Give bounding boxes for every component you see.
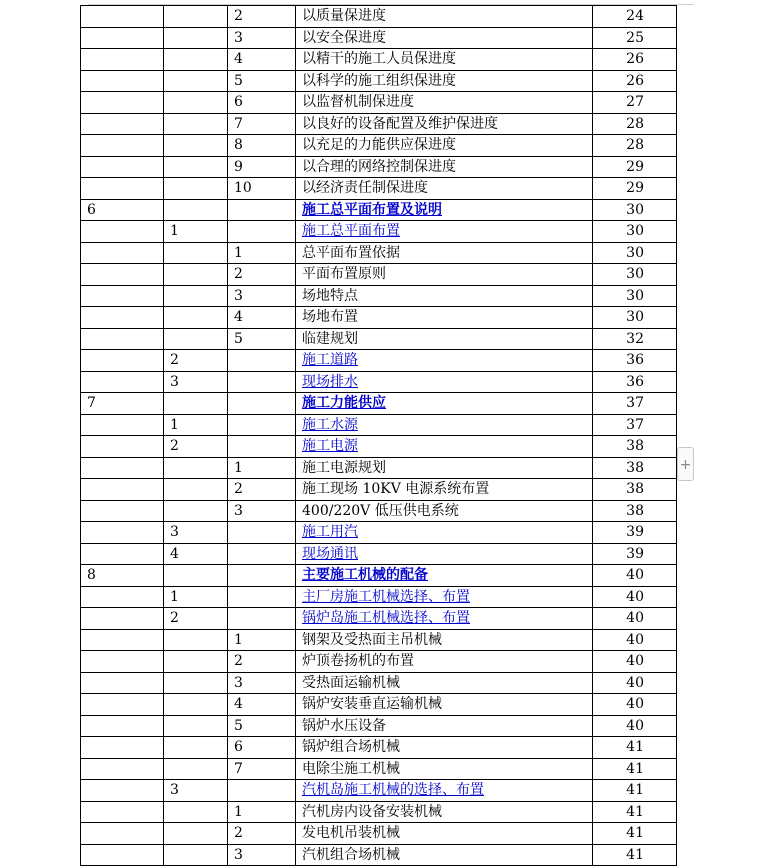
toc-level3-number: 6 [228, 92, 296, 114]
toc-level3-number: 2 [228, 651, 296, 673]
toc-page-number: 30 [593, 242, 677, 264]
toc-page-number: 40 [593, 672, 677, 694]
toc-page-number: 26 [593, 70, 677, 92]
toc-level1-number [81, 608, 164, 630]
toc-level3-number: 3 [228, 285, 296, 307]
toc-entry-title: 以监督机制保进度 [296, 92, 593, 114]
toc-entry-title: 以合理的网络控制保进度 [296, 156, 593, 178]
toc-level1-number [81, 264, 164, 286]
toc-entry-title: 施工电源规划 [296, 457, 593, 479]
toc-page-number: 41 [593, 801, 677, 823]
toc-level3-number [228, 221, 296, 243]
toc-page-number: 39 [593, 543, 677, 565]
toc-level3-number [228, 350, 296, 372]
toc-level1-number [81, 586, 164, 608]
toc-entry-title[interactable]: 现场通讯 [296, 543, 593, 565]
toc-entry-title: 总平面布置依据 [296, 242, 593, 264]
toc-row [81, 221, 677, 243]
toc-entry-title[interactable]: 施工电源 [296, 436, 593, 458]
toc-level2-number [164, 6, 228, 28]
toc-level2-number [164, 49, 228, 71]
expand-handle-plus-icon[interactable]: + [677, 447, 694, 481]
toc-page-number: 40 [593, 608, 677, 630]
toc-level1-number [81, 844, 164, 866]
toc-page-number: 30 [593, 264, 677, 286]
toc-page-number: 38 [593, 500, 677, 522]
toc-page-number: 41 [593, 823, 677, 845]
toc-level1-number [81, 113, 164, 135]
toc-level2-number [164, 242, 228, 264]
toc-page-number: 41 [593, 780, 677, 802]
toc-level3-number: 4 [228, 694, 296, 716]
toc-entry-title: 以经济责任制保进度 [296, 178, 593, 200]
toc-level3-number: 1 [228, 457, 296, 479]
toc-page-number: 38 [593, 436, 677, 458]
toc-level2-number [164, 156, 228, 178]
toc-row [81, 27, 677, 49]
toc-entry-title: 施工现场 10KV 电源系统布置 [296, 479, 593, 501]
toc-entry-title: 场地布置 [296, 307, 593, 329]
toc-row [81, 586, 677, 608]
toc-page-number: 25 [593, 27, 677, 49]
toc-page-number: 30 [593, 307, 677, 329]
toc-row [81, 543, 677, 565]
toc-level2-number [164, 672, 228, 694]
toc-level2-number: 2 [164, 608, 228, 630]
toc-entry-title[interactable]: 施工道路 [296, 350, 593, 372]
toc-level3-number: 8 [228, 135, 296, 157]
toc-level3-number: 3 [228, 27, 296, 49]
toc-level3-number: 3 [228, 844, 296, 866]
toc-level3-number: 4 [228, 49, 296, 71]
toc-level3-number: 2 [228, 6, 296, 28]
toc-entry-title[interactable]: 施工力能供应 [296, 393, 593, 415]
toc-level2-number [164, 844, 228, 866]
toc-level3-number: 7 [228, 113, 296, 135]
toc-level2-number [164, 479, 228, 501]
toc-row [81, 823, 677, 845]
toc-level2-number [164, 457, 228, 479]
toc-page-number: 29 [593, 156, 677, 178]
toc-level1-number [81, 414, 164, 436]
toc-level3-number: 6 [228, 737, 296, 759]
toc-page-number: 27 [593, 92, 677, 114]
toc-entry-title: 电除尘施工机械 [296, 758, 593, 780]
toc-entry-title: 汽机房内设备安装机械 [296, 801, 593, 823]
toc-row [81, 715, 677, 737]
toc-page-number: 38 [593, 457, 677, 479]
toc-row [81, 49, 677, 71]
toc-entry-title: 以科学的施工组织保进度 [296, 70, 593, 92]
toc-level3-number [228, 199, 296, 221]
toc-level1-number [81, 457, 164, 479]
toc-level2-number [164, 199, 228, 221]
toc-row [81, 113, 677, 135]
toc-row [81, 565, 677, 587]
toc-entry-title: 平面布置原则 [296, 264, 593, 286]
toc-level1-number [81, 543, 164, 565]
toc-level3-number [228, 522, 296, 544]
toc-level3-number [228, 608, 296, 630]
toc-level2-number: 3 [164, 780, 228, 802]
toc-level3-number: 3 [228, 500, 296, 522]
toc-level3-number: 7 [228, 758, 296, 780]
toc-level2-number [164, 178, 228, 200]
toc-row [81, 156, 677, 178]
toc-row [81, 672, 677, 694]
toc-entry-title[interactable]: 施工总平面布置 [296, 221, 593, 243]
toc-level1-number [81, 70, 164, 92]
toc-level2-number [164, 135, 228, 157]
toc-row [81, 522, 677, 544]
toc-row [81, 264, 677, 286]
toc-entry-title[interactable]: 施工用汽 [296, 522, 593, 544]
toc-entry-title: 临建规划 [296, 328, 593, 350]
toc-level3-number [228, 371, 296, 393]
toc-level3-number [228, 780, 296, 802]
toc-entry-title[interactable]: 施工水源 [296, 414, 593, 436]
toc-level1-number [81, 350, 164, 372]
toc-page-number: 38 [593, 479, 677, 501]
toc-level2-number [164, 758, 228, 780]
toc-level1-number [81, 371, 164, 393]
toc-level2-number [164, 737, 228, 759]
toc-level3-number [228, 543, 296, 565]
toc-level2-number [164, 92, 228, 114]
toc-level1-number: 7 [81, 393, 164, 415]
toc-level3-number [228, 586, 296, 608]
toc-page-number: 28 [593, 135, 677, 157]
toc-level3-number [228, 436, 296, 458]
toc-entry-title: 发电机吊装机械 [296, 823, 593, 845]
toc-level1-number [81, 178, 164, 200]
toc-level1-number [81, 27, 164, 49]
toc-entry-title: 以充足的力能供应保进度 [296, 135, 593, 157]
toc-level2-number [164, 823, 228, 845]
toc-level1-number [81, 436, 164, 458]
toc-level1-number [81, 242, 164, 264]
toc-level1-number [81, 6, 164, 28]
toc-level3-number: 2 [228, 264, 296, 286]
toc-entry-title: 汽机组合场机械 [296, 844, 593, 866]
toc-level2-number [164, 113, 228, 135]
toc-level2-number [164, 393, 228, 415]
toc-level1-number [81, 307, 164, 329]
toc-entry-title: 锅炉安装垂直运输机械 [296, 694, 593, 716]
toc-row [81, 92, 677, 114]
toc-level1-number [81, 780, 164, 802]
toc-level2-number [164, 629, 228, 651]
toc-row [81, 371, 677, 393]
toc-row [81, 307, 677, 329]
toc-level2-number [164, 694, 228, 716]
toc-page-number: 30 [593, 285, 677, 307]
toc-level3-number: 2 [228, 479, 296, 501]
toc-entry-title[interactable]: 现场排水 [296, 371, 593, 393]
toc-page-number: 32 [593, 328, 677, 350]
toc-level1-number [81, 328, 164, 350]
toc-level1-number [81, 156, 164, 178]
toc-level2-number: 1 [164, 586, 228, 608]
toc-level1-number: 8 [81, 565, 164, 587]
toc-level2-number: 1 [164, 414, 228, 436]
toc-page-number: 40 [593, 629, 677, 651]
toc-row [81, 457, 677, 479]
toc-level1-number [81, 823, 164, 845]
toc-row [81, 70, 677, 92]
toc-level2-number: 1 [164, 221, 228, 243]
toc-page-number: 40 [593, 565, 677, 587]
toc-page-number: 40 [593, 694, 677, 716]
toc-page-number: 37 [593, 393, 677, 415]
toc-row [81, 737, 677, 759]
toc-level3-number: 1 [228, 801, 296, 823]
toc-entry-title: 锅炉组合场机械 [296, 737, 593, 759]
toc-row [81, 6, 677, 28]
toc-level3-number: 5 [228, 70, 296, 92]
toc-level1-number [81, 801, 164, 823]
toc-level1-number [81, 49, 164, 71]
toc-page-number: 40 [593, 586, 677, 608]
toc-level2-number: 3 [164, 371, 228, 393]
toc-level1-number [81, 672, 164, 694]
toc-level1-number [81, 479, 164, 501]
toc-row [81, 350, 677, 372]
toc-level2-number [164, 651, 228, 673]
toc-level1-number [81, 715, 164, 737]
toc-row [81, 694, 677, 716]
toc-level3-number: 5 [228, 328, 296, 350]
toc-level3-number: 2 [228, 823, 296, 845]
toc-level2-number [164, 715, 228, 737]
toc-page-number: 41 [593, 737, 677, 759]
toc-entry-title: 场地特点 [296, 285, 593, 307]
toc-row [81, 651, 677, 673]
toc-row [81, 780, 677, 802]
toc-page-number: 37 [593, 414, 677, 436]
toc-level1-number [81, 92, 164, 114]
toc-level1-number [81, 522, 164, 544]
toc-level1-number [81, 758, 164, 780]
toc-level1-number [81, 135, 164, 157]
toc-entry-title: 受热面运输机械 [296, 672, 593, 694]
toc-page-number: 39 [593, 522, 677, 544]
toc-entry-title: 以良好的设备配置及维护保进度 [296, 113, 593, 135]
toc-page-number: 41 [593, 844, 677, 866]
toc-page-number: 28 [593, 113, 677, 135]
toc-row [81, 178, 677, 200]
toc-entry-title: 400/220V 低压供电系统 [296, 500, 593, 522]
toc-table [80, 5, 677, 866]
toc-row [81, 758, 677, 780]
toc-page-number: 36 [593, 350, 677, 372]
toc-row [81, 285, 677, 307]
toc-level3-number: 3 [228, 672, 296, 694]
toc-page-number: 26 [593, 49, 677, 71]
toc-entry-title[interactable]: 施工总平面布置及说明 [296, 199, 593, 221]
toc-page-number: 24 [593, 6, 677, 28]
toc-row [81, 199, 677, 221]
toc-level2-number [164, 565, 228, 587]
toc-page-number: 30 [593, 221, 677, 243]
toc-level2-number [164, 801, 228, 823]
toc-level1-number [81, 737, 164, 759]
toc-level2-number [164, 264, 228, 286]
toc-level3-number: 9 [228, 156, 296, 178]
toc-level3-number: 10 [228, 178, 296, 200]
toc-level3-number [228, 414, 296, 436]
toc-entry-title[interactable]: 主要施工机械的配备 [296, 565, 593, 587]
toc-page-number: 36 [593, 371, 677, 393]
toc-entry-title: 以精干的施工人员保进度 [296, 49, 593, 71]
toc-row [81, 242, 677, 264]
toc-row [81, 479, 677, 501]
toc-row [81, 844, 677, 866]
toc-level3-number [228, 393, 296, 415]
toc-row [81, 801, 677, 823]
toc-level2-number: 2 [164, 350, 228, 372]
toc-level2-number [164, 307, 228, 329]
toc-level2-number [164, 500, 228, 522]
toc-level2-number [164, 27, 228, 49]
toc-level3-number [228, 565, 296, 587]
toc-row [81, 135, 677, 157]
toc-row [81, 629, 677, 651]
toc-level2-number: 4 [164, 543, 228, 565]
toc-level2-number [164, 70, 228, 92]
toc-row [81, 328, 677, 350]
toc-page-number: 29 [593, 178, 677, 200]
toc-level1-number: 6 [81, 199, 164, 221]
toc-level2-number: 2 [164, 436, 228, 458]
toc-row [81, 414, 677, 436]
toc-level1-number [81, 285, 164, 307]
toc-level1-number [81, 500, 164, 522]
toc-level1-number [81, 221, 164, 243]
toc-entry-title[interactable]: 锅炉岛施工机械选择、布置 [296, 608, 593, 630]
toc-page-number: 30 [593, 199, 677, 221]
toc-entry-title[interactable]: 主厂房施工机械选择、布置 [296, 586, 593, 608]
toc-row [81, 500, 677, 522]
toc-entry-title: 炉顶卷扬机的布置 [296, 651, 593, 673]
toc-level3-number: 4 [228, 307, 296, 329]
toc-level2-number [164, 285, 228, 307]
toc-level3-number: 1 [228, 629, 296, 651]
toc-row [81, 608, 677, 630]
toc-level1-number [81, 651, 164, 673]
toc-entry-title: 以安全保进度 [296, 27, 593, 49]
toc-page-number: 40 [593, 651, 677, 673]
toc-page-number: 41 [593, 758, 677, 780]
toc-level1-number [81, 694, 164, 716]
toc-level2-number: 3 [164, 522, 228, 544]
toc-page-number: 40 [593, 715, 677, 737]
toc-level2-number [164, 328, 228, 350]
toc-row [81, 436, 677, 458]
toc-row [81, 393, 677, 415]
toc-entry-title: 锅炉水压设备 [296, 715, 593, 737]
toc-entry-title: 以质量保进度 [296, 6, 593, 28]
toc-level3-number: 5 [228, 715, 296, 737]
toc-entry-title: 钢架及受热面主吊机械 [296, 629, 593, 651]
toc-entry-title[interactable]: 汽机岛施工机械的选择、布置 [296, 780, 593, 802]
toc-level3-number: 1 [228, 242, 296, 264]
toc-level1-number [81, 629, 164, 651]
